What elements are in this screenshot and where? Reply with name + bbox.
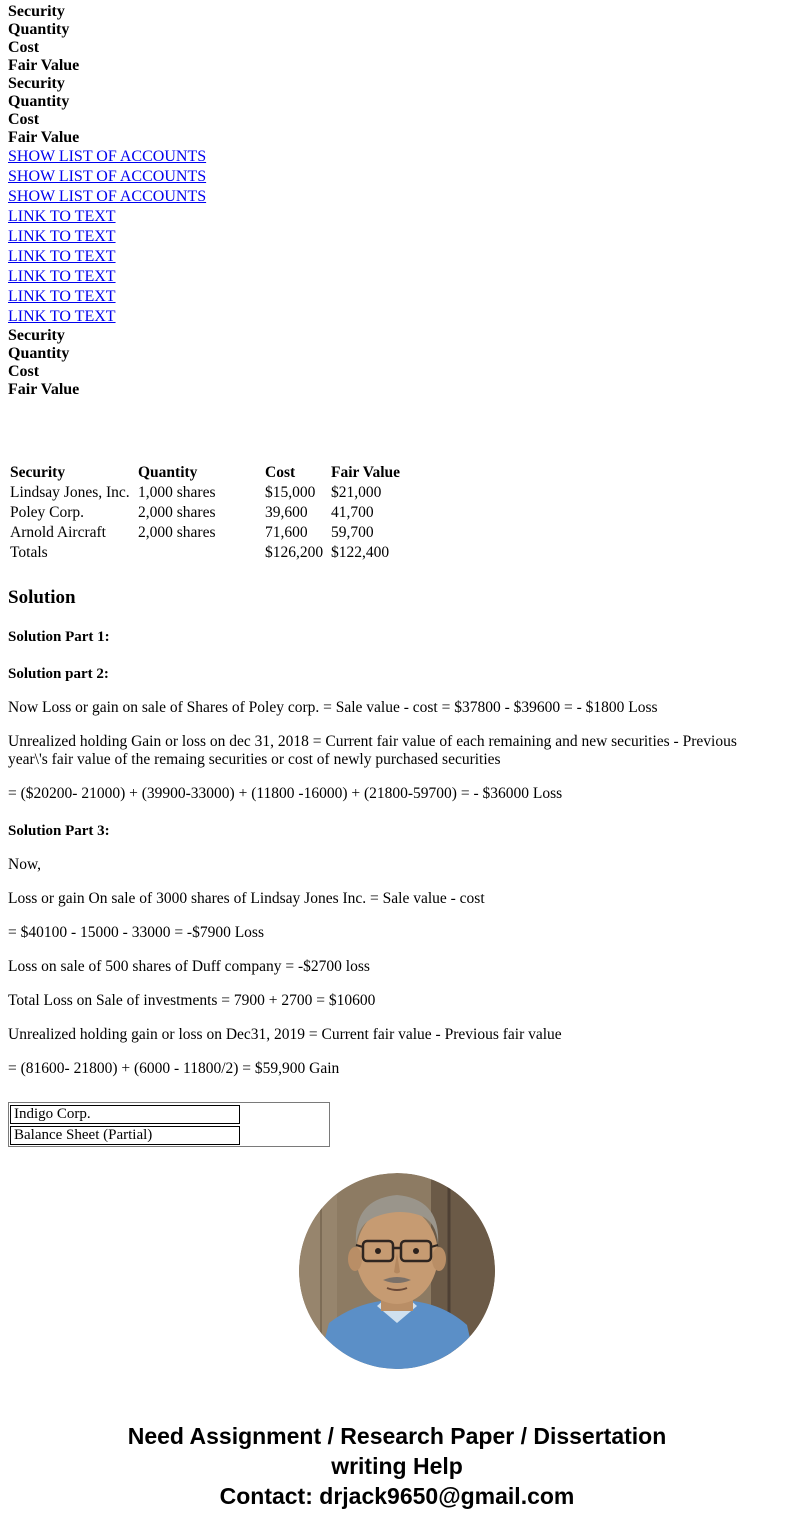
solution-paragraph: Now, <box>8 856 42 873</box>
solution-part3-label: Solution Part 3: <box>8 823 110 839</box>
table-row <box>10 523 421 543</box>
table-cell-cost: 39,600 <box>265 504 308 521</box>
column-label-cost: Cost <box>8 111 40 128</box>
column-label-fair-value: Fair Value <box>8 57 80 74</box>
table-cell-security: Poley Corp. <box>10 504 85 521</box>
table-cell-quantity: 1,000 shares <box>138 484 216 501</box>
investments-table <box>10 463 421 563</box>
footer-line-1: Need Assignment / Research Paper / Dissertation <box>127 1423 667 1449</box>
table-header-row <box>10 463 421 483</box>
show-list-of-accounts-link[interactable]: SHOW LIST OF ACCOUNTS <box>8 148 207 165</box>
footer-contact-email: Contact: drjack9650@gmail.com <box>219 1483 575 1509</box>
column-label-security: Security <box>8 3 65 20</box>
column-label-quantity: Quantity <box>8 93 70 110</box>
solution-paragraph: = (81600- 21800) + (6000 - 11800/2) = $59,900 Gain <box>8 1060 340 1077</box>
column-label-quantity: Quantity <box>8 21 70 38</box>
table-totals-row <box>10 543 421 563</box>
link-to-text-link[interactable]: LINK TO TEXT <box>8 268 116 285</box>
table-totals-label: Totals <box>10 544 48 561</box>
table-cell-fair-value: $21,000 <box>331 484 382 501</box>
solution-paragraph: = ($20200- 21000) + (39900-33000) + (11800 -16000) + (21800-59700) = - $36000 Loss <box>8 785 563 802</box>
solution-paragraph: Now Loss or gain on sale of Shares of Poley corp. = Sale value - cost = $37800 - $39600 = - $1800 Loss <box>8 699 658 716</box>
table-cell-quantity: 2,000 shares <box>138 524 216 541</box>
partial-table-cell-company: Indigo Corp. <box>10 1105 240 1124</box>
column-label-quantity: Quantity <box>8 345 70 362</box>
solution-part1-label: Solution Part 1: <box>8 629 110 645</box>
link-to-text-link[interactable]: LINK TO TEXT <box>8 308 116 325</box>
tutor-portrait-photo <box>299 1173 495 1369</box>
table-row <box>10 503 421 523</box>
footer-banner <box>0 1421 794 1539</box>
link-to-text-link[interactable]: LINK TO TEXT <box>8 248 116 265</box>
partial-balance-sheet-table <box>8 1102 330 1147</box>
table-header-fair-value: Fair Value <box>331 464 401 481</box>
show-list-of-accounts-link[interactable]: SHOW LIST OF ACCOUNTS <box>8 168 207 185</box>
solution-paragraph: Loss or gain On sale of 3000 shares of Lindsay Jones Inc. = Sale value - cost <box>8 890 485 907</box>
column-label-security: Security <box>8 327 65 344</box>
solution-paragraph: Loss on sale of 500 shares of Duff company = -$2700 loss <box>8 958 370 975</box>
table-cell-cost: $15,000 <box>265 484 316 501</box>
link-to-text-link[interactable]: LINK TO TEXT <box>8 208 116 225</box>
column-label-cost: Cost <box>8 39 40 56</box>
solution-heading: Solution <box>8 587 76 608</box>
solution-paragraph: Unrealized holding gain or loss on Dec31, 2019 = Current fair value - Previous fair value <box>8 1026 562 1043</box>
table-cell-quantity: 2,000 shares <box>138 504 216 521</box>
table-cell-security: Lindsay Jones, Inc. <box>10 484 130 501</box>
table-row <box>10 483 421 503</box>
column-label-cost: Cost <box>8 363 40 380</box>
table-totals-fair-value: $122,400 <box>331 544 390 561</box>
solution-paragraph: Unrealized holding Gain or loss on dec 31, 2018 = Current fair value of each remaining and new securities - Previous year\'s fair value of the remaing securities or cost of newly purchased securities <box>8 733 737 768</box>
footer-line-2: writing Help <box>331 1453 463 1479</box>
photo-section <box>0 1173 794 1369</box>
table-cell-fair-value: 41,700 <box>331 504 374 521</box>
table-cell-fair-value: 59,700 <box>331 524 374 541</box>
column-label-fair-value: Fair Value <box>8 129 80 146</box>
table-header-security: Security <box>10 464 66 481</box>
link-to-text-link[interactable]: LINK TO TEXT <box>8 228 116 245</box>
table-cell-cost: 71,600 <box>265 524 308 541</box>
table-cell-security: Arnold Aircraft <box>10 524 106 541</box>
column-label-security: Security <box>8 75 65 92</box>
table-totals-cost: $126,200 <box>265 544 324 561</box>
solution-part2-label: Solution part 2: <box>8 666 109 682</box>
table-header-quantity: Quantity <box>138 464 198 481</box>
solution-paragraph: = $40100 - 15000 - 33000 = -$7900 Loss <box>8 924 264 941</box>
column-label-fair-value: Fair Value <box>8 381 80 398</box>
table-header-cost: Cost <box>265 464 296 481</box>
show-list-of-accounts-link[interactable]: SHOW LIST OF ACCOUNTS <box>8 188 207 205</box>
solution-paragraph: Total Loss on Sale of investments = 7900 + 2700 = $10600 <box>8 992 376 1009</box>
partial-table-cell-title: Balance Sheet (Partial) <box>10 1126 240 1145</box>
link-to-text-link[interactable]: LINK TO TEXT <box>8 288 116 305</box>
